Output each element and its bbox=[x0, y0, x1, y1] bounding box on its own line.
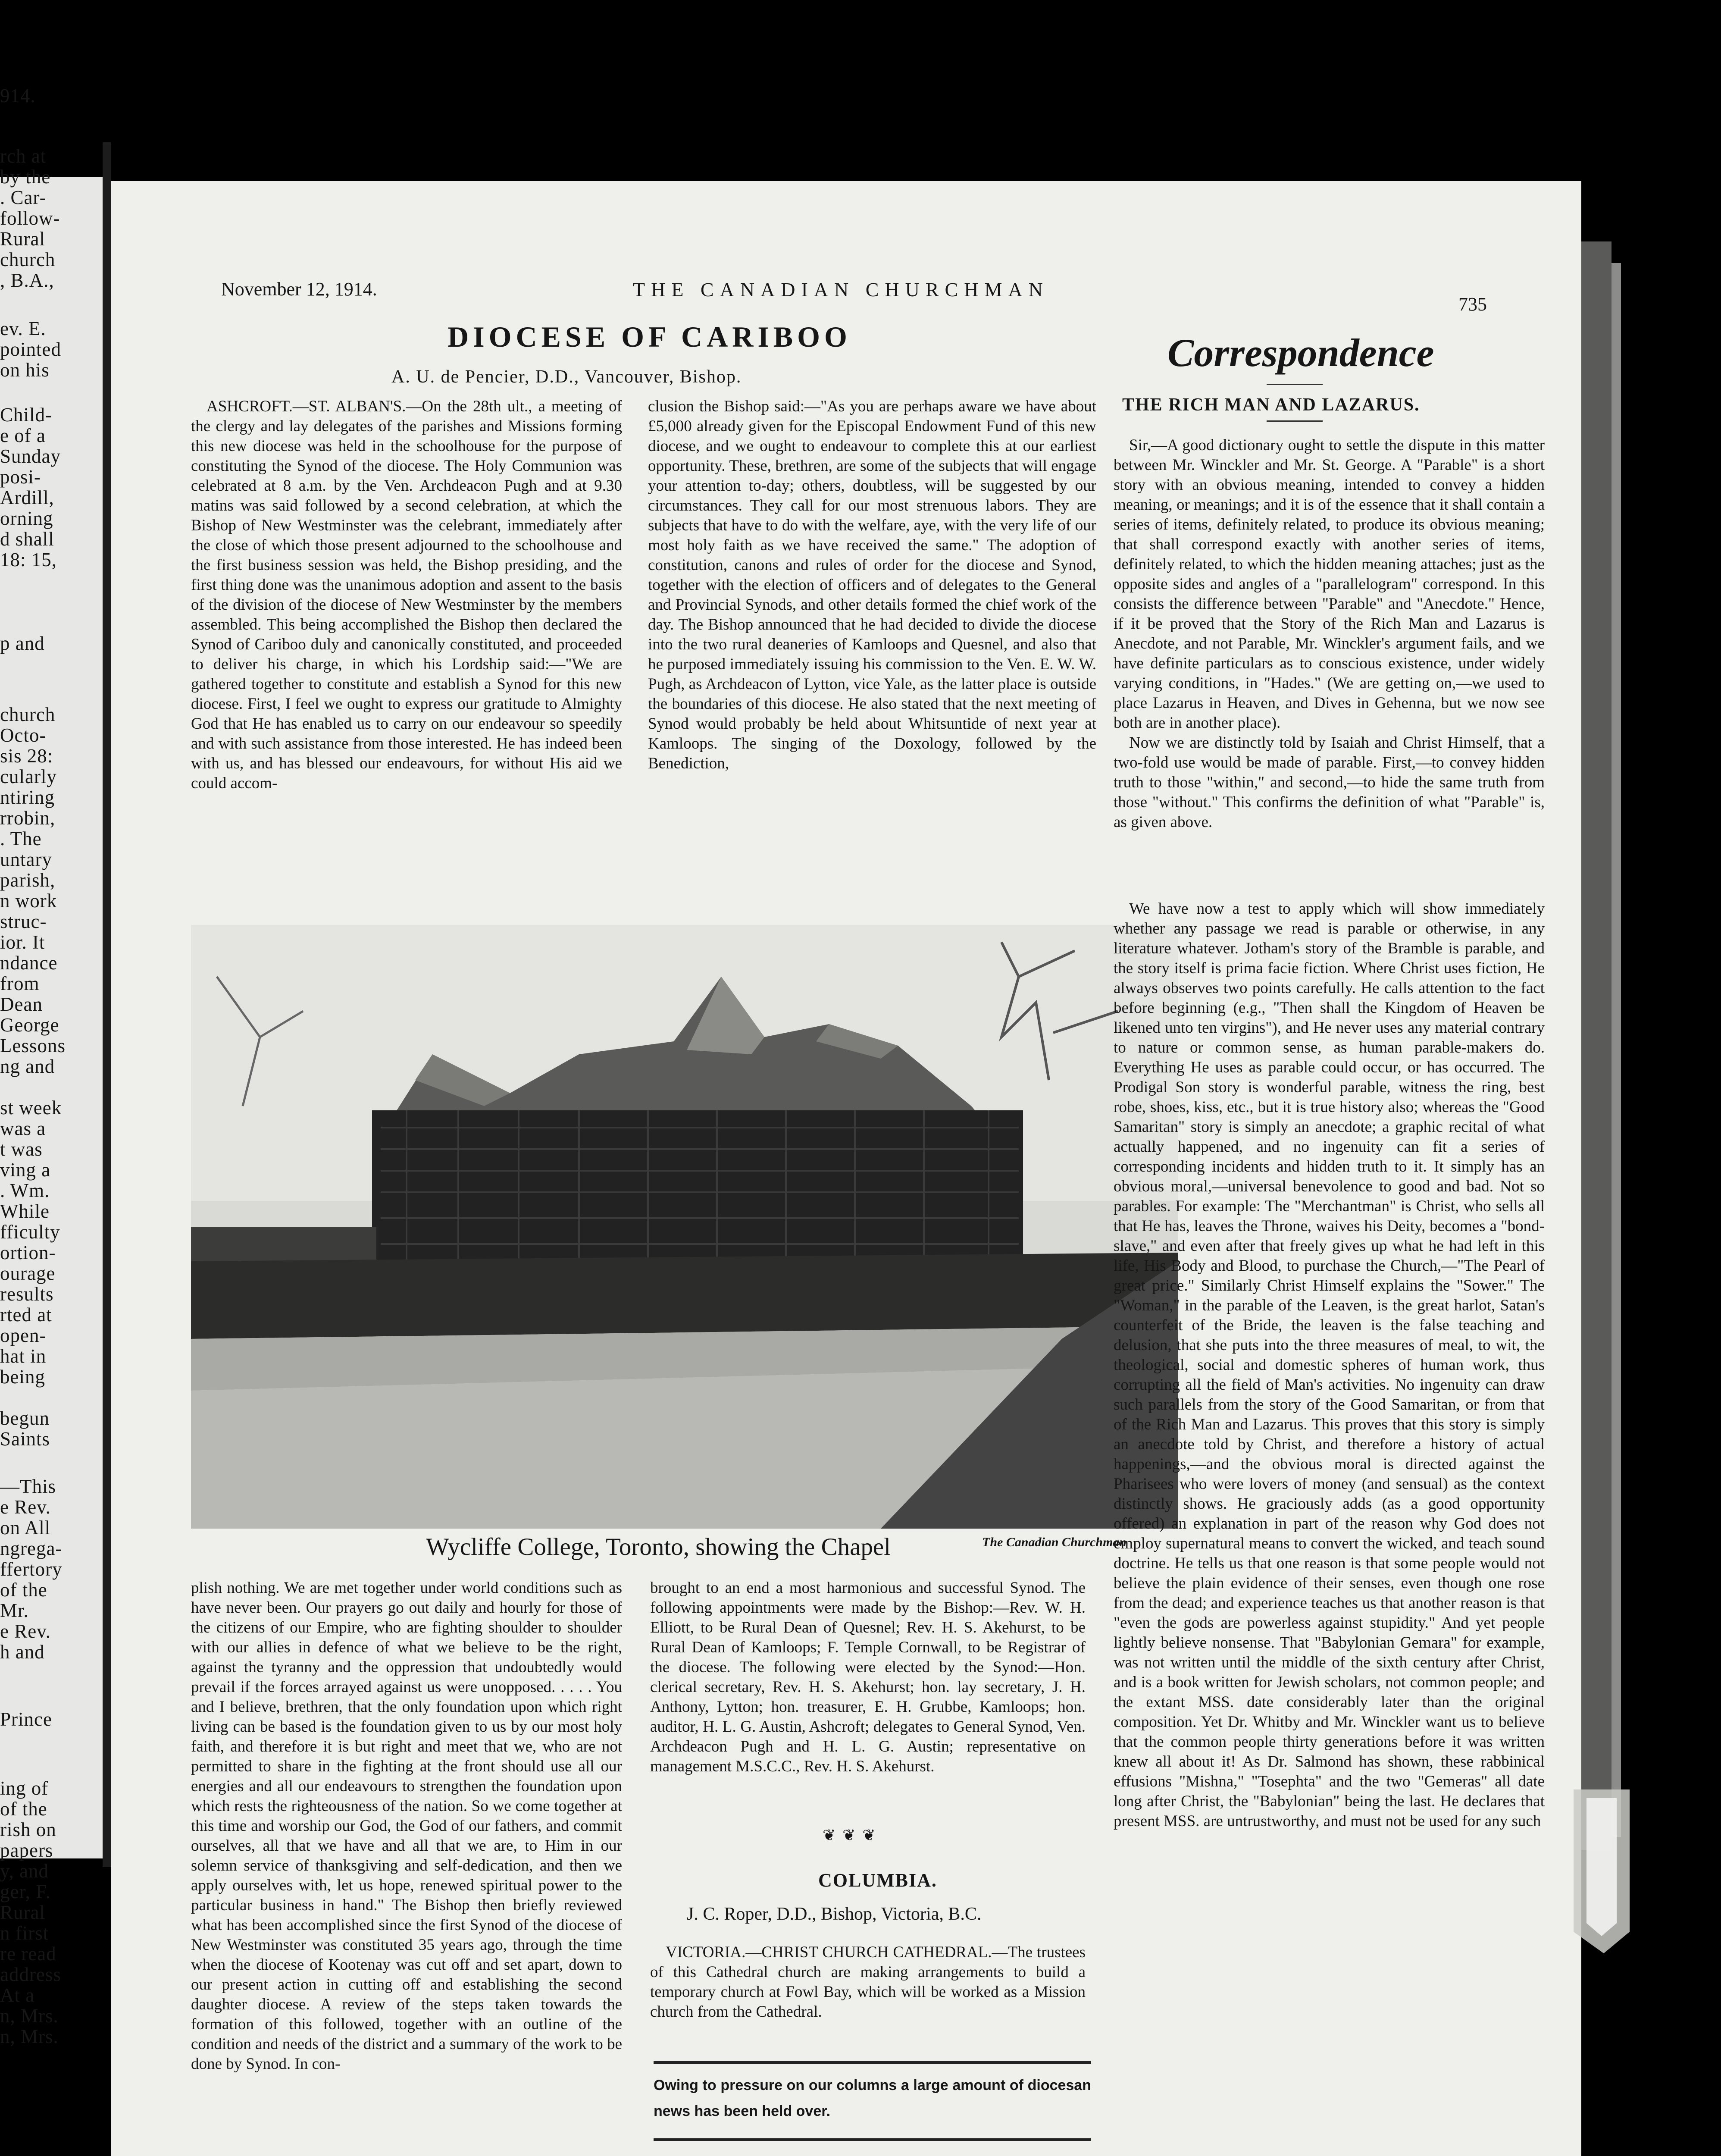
college-photo-image bbox=[191, 925, 1178, 1529]
facing-page-text-line: Lessons bbox=[0, 1035, 66, 1056]
facing-page-text-line: fficulty bbox=[0, 1221, 60, 1243]
facing-page-text-line: t was bbox=[0, 1138, 43, 1160]
letter-paragraph: Sir,—A good dictionary ought to settle the dispute in this matter between Mr. Winckler and Mr. St. George. A "Parable" is a short story with an obvious meaning, intended to convey a hidden meaning, or meanings; and it is of the essence that it shall contain a series of items, definitely related, to produce its obvious meaning; that shall correspond exactly with another series of items, definitely related, to which the hidden meaning attaches; just as the opposite sides and angles of a "parallelogram" correspond. In this consists the difference between "Parable" and "Anecdote." Hence, if it be proved that the Story of the Rich Man and Lazarus is Anecdote, and not Parable, Mr. Winckler's argument fails, and we have definite particulars as to conscious existence, under widely varying conditions, in "Hades." (We are getting on,—we used to place Lazarus in Heaven, and Dives in Gehenna, but we now see both are in another place). bbox=[1114, 436, 1545, 732]
facing-page-text-line: Prince bbox=[0, 1708, 52, 1730]
facing-page-text-line: papers bbox=[0, 1839, 53, 1861]
binder-clip bbox=[1543, 1789, 1647, 1953]
columbia-column bbox=[650, 1943, 1086, 2022]
columbia-paragraph: VICTORIA.—CHRIST CHURCH CATHEDRAL.—The trustees of this Cathedral church are making arrangements to build a temporary church at Fowl Bay, which will be worked as a Mission church from the Cathedral. bbox=[650, 1943, 1086, 2021]
facing-page-text-line: begun bbox=[0, 1407, 50, 1429]
photo-credit: The Canadian Churchman bbox=[982, 1535, 1127, 1549]
facing-page-text-line: from bbox=[0, 973, 40, 994]
facing-page-text-line: ndance bbox=[0, 952, 58, 974]
facing-page-text-line: church bbox=[0, 249, 56, 270]
facing-page-text-line: ior. It bbox=[0, 931, 45, 953]
cariboo-paragraph: clusion the Bishop said:—"As you are perhaps aware we have about £5,000 already given for the Episcopal Endowment Fund of this new diocese, and we ought to endeavour to complete this at our earliest opportunity. These, brethren, are some of the subjects that will engage your attention to-day; others, doubtless, will be suggested by our circumstances. They call for our most strenuous labors. They are subjects that have to do with the welfare, aye, with the very life of our most holy faith as we have received the same." The adoption of constitution, canons and rules of order for the diocese and Synod, together with the election of officers and of delegates to the General and Provincial Synods, and other details formed the chief work of the day. The Bishop announced that he had decided to divide the diocese into the two rural deaneries of Kamloops and Quesnel, and also that he purposed immediately issuing his commission to the Ven. E. W. W. Pugh, as Archdeacon of Lytton, vice Yale, as the latter place is outside the boundaries of this diocese. He also stated that the next meeting of Synod would probably be held about Whitsuntide of next year at Kamloops. The singing of the Doxology, followed by the Benediction, bbox=[648, 398, 1096, 772]
facing-page-text-line: rish on bbox=[0, 1819, 56, 1840]
facing-page-text-line: 914. bbox=[0, 85, 36, 107]
facing-page-text-line: . The bbox=[0, 828, 42, 849]
facing-page-text-line: d shall bbox=[0, 528, 54, 550]
facing-page-text-line: , B.A., bbox=[0, 270, 54, 291]
columbia-bishop-line: J. C. Roper, D.D., Bishop, Victoria, B.C. bbox=[687, 1904, 982, 1924]
correspondence-column-continued bbox=[1114, 899, 1545, 1831]
facing-page-text-line: At a bbox=[0, 1984, 35, 2006]
facing-page-text-line: e of a bbox=[0, 425, 46, 446]
facing-page-text-line: ev. E. bbox=[0, 318, 46, 339]
facing-page-text-line: address bbox=[0, 1964, 61, 1985]
facing-page-text-line: st week bbox=[0, 1097, 62, 1119]
facing-page-text-line: e Rev. bbox=[0, 1496, 51, 1518]
heading-rule bbox=[1267, 420, 1323, 422]
facing-page-text-line: ortion- bbox=[0, 1242, 56, 1263]
page-number: 735 bbox=[1458, 294, 1487, 315]
facing-page-text-line: Sunday bbox=[0, 445, 61, 467]
newspaper-page bbox=[111, 181, 1581, 2156]
wycliffe-college-photo bbox=[191, 925, 1178, 1529]
facing-page-text-line: While bbox=[0, 1200, 50, 1222]
facing-page-text-line: Rural bbox=[0, 228, 45, 250]
facing-page-text-line: ng and bbox=[0, 1056, 55, 1077]
facing-page-text-line: re read bbox=[0, 1943, 56, 1965]
facing-page-text-line: e Rev. bbox=[0, 1620, 51, 1642]
letter-paragraph: Now we are distinctly told by Isaiah and Christ Himself, that a two-fold use would be made of parable. First,—to convey hidden truth to those "within," and second,—to hide the same truth from those "without." This confirms the definition of what "Parable" is, as given above. bbox=[1114, 734, 1545, 831]
cariboo-paragraph: brought to an end a most harmonious and successful Synod. The following appointments were made by the Bishop:—Rev. W. H. Elliott, to be Rural Dean of Quesnel; Rev. H. S. Akehurst, to be Rural Dean of Kamloops; F. Temple Cornwall, to be Registrar of the diocese. The following were elected by the Synod:—Hon. clerical secretary, Rev. H. S. Akehurst; hon. lay secretary, J. H. Anthony, Lytton; hon. treasurer, E. H. Grubbe, Kamloops; hon. auditor, H. L. G. Austin, Ashcroft; delegates to General Synod, Ven. Archdeacon Pugh and H. L. G. Austin; representative on management M.S.C.C., Rev. H. S. Akehurst. bbox=[650, 1579, 1086, 1775]
facing-page-text-line: ourage bbox=[0, 1263, 56, 1284]
section-ornament: ❦❦❦ bbox=[823, 1827, 882, 1844]
heading-rule bbox=[1267, 384, 1323, 385]
facing-page-text-line: . Car- bbox=[0, 187, 47, 208]
facing-page-text-line: of the bbox=[0, 1798, 47, 1820]
facing-page-text-line: open- bbox=[0, 1325, 47, 1346]
facing-page-text-line: n first bbox=[0, 1922, 49, 1944]
facing-page-text-line: Ardill, bbox=[0, 487, 54, 508]
facing-page-text-line: —This bbox=[0, 1476, 56, 1497]
facing-page-text-line: George bbox=[0, 1014, 59, 1036]
facing-page-text-line: results bbox=[0, 1283, 54, 1305]
facing-page-text-line: Child- bbox=[0, 404, 53, 426]
correspondence-column-top bbox=[1114, 436, 1545, 832]
facing-page-text-line: y, and bbox=[0, 1860, 49, 1882]
facing-page-text-line: sis 28: bbox=[0, 745, 53, 767]
cariboo-column-1-bottom bbox=[191, 1578, 622, 2074]
photo-caption: Wycliffe College, Toronto, showing the Chapel bbox=[426, 1533, 891, 1561]
facing-page-text-line: of the bbox=[0, 1579, 47, 1601]
correspondence-heading: Correspondence bbox=[1167, 331, 1434, 375]
facing-page-text-line: pointed bbox=[0, 338, 61, 360]
facing-page-text-line: parish, bbox=[0, 869, 56, 891]
facing-page-fragment bbox=[0, 85, 103, 2047]
facing-page-text-line: hat in bbox=[0, 1345, 47, 1367]
facing-page-text-line: orning bbox=[0, 508, 53, 529]
facing-page-text-line: was a bbox=[0, 1118, 46, 1139]
facing-page-text-line: struc- bbox=[0, 911, 47, 932]
facing-page-text-line: 18: 15, bbox=[0, 549, 57, 570]
diocese-bishop-line: A. U. de Pencier, D.D., Vancouver, Bishop. bbox=[391, 367, 742, 387]
facing-page-text-line: Rural bbox=[0, 1902, 45, 1923]
facing-page-text-line: ger, F. bbox=[0, 1881, 51, 1902]
facing-page-text-line: Dean bbox=[0, 993, 43, 1015]
facing-page-text-line: untary bbox=[0, 849, 52, 870]
letter-title: THE RICH MAN AND LAZARUS. bbox=[1122, 395, 1420, 415]
cariboo-column-2-bottom bbox=[650, 1578, 1086, 1777]
diocese-heading: DIOCESE OF CARIBOO bbox=[447, 320, 851, 353]
facing-page-text-line: rch at bbox=[0, 145, 47, 167]
masthead-title: THE CANADIAN CHURCHMAN bbox=[633, 279, 1049, 301]
facing-page-text-line: on All bbox=[0, 1517, 51, 1539]
letter-paragraph: We have now a test to apply which will show immediately whether any passage we read is parable or otherwise, in any literature whatever. Jotham's story of the Bramble is parable, and the story itself is prima facie fiction. Where Christ uses fiction, He always observes two points carefully. He calls attention to the fact before beginning (e.g., "Then shall the Kingdom of Heaven be likened unto ten virgins"), and He never uses any material contrary to nature or common sense, as human parable-makers do. Everything He uses as parable could occur, or has occurred. The Prodigal Son story is wonderful parable, witness the ring, best robe, shoes, kiss, etc., but it is true history also; whereas the "Good Samaritan" story is simply an anecdote; a graphic recital of what actually happened, and no ingenuity can fit a series of corresponding incidents and hidden truth to it. It simply has an obvious moral,—universal benevolence to good and bad. Not so parables. For example: The "Merchantman" is Christ, who sells all that He has, leaves the Throne, waives his Deity, becomes a "bond-slave," and even after that freely gives up what he had left in this life, His Body and Blood, to purchase the Church,—"The Pearl of great price." Similarly Christ Himself explains the "Sower." The "Woman," in the parable of the Leaven, is the great harlot, Satan's counterfeit of the Bride, the leaven is the false teaching and delusion, that she puts into the three measures of meal, to wit, the theological, social and domestic spheres of human work, thus corrupting all the field of Man's activities. No ingenuity can draw such parallels from the story of the Good Samaritan, or from that of the Rich Man and Lazarus. This proves that this story is simply an anecdote told by Christ, and therefore a history of actual happenings,—and the obvious moral is directed against the Pharisees who were lovers of money (and sensual) as the context distinctly shows. He graciously adds (as a good opportunity offered) an explanation in part of the reason why God does not employ supernatural means to convert the wicked, and teach sound doctrine. He tells us that one reason is that some people would not believe the plain evidence of their senses, even though one rose from the dead; and experience teaches us that another reason is that "even the gods are powerless against stupidity." And yet people lightly believe nonsense. That "Babylonian Gemara" for example, was not written until the middle of the sixth century after Christ, and is a book written for Jewish scholars, not common people; and the extant MSS. date considerably later than the original composition. Yet Dr. Whitby and Mr. Winckler want us to believe that the common people thirty generations before it was written knew all about it! As Dr. Salmond has shown, these rabbinical effusions "Mishna," "Tosephta" and the two "Gemeras" all date long after Christ, the "Babylonian" being the last. He declares that present MSS. are untrustworthy, and must not be used for any such bbox=[1114, 900, 1545, 1830]
facing-page-text-line: ving a bbox=[0, 1159, 51, 1181]
facing-page-text-line: h and bbox=[0, 1641, 45, 1663]
facing-page-text-line: p and bbox=[0, 633, 45, 654]
facing-page-text-line: n, Mrs. bbox=[0, 2026, 59, 2047]
page-edge bbox=[1581, 241, 1611, 1850]
cariboo-column-1-top bbox=[191, 397, 622, 793]
page-edge bbox=[1611, 263, 1621, 1837]
facing-page-text-line: ntiring bbox=[0, 787, 55, 808]
facing-page-text-line: church bbox=[0, 704, 56, 725]
facing-page-text-line: Octo- bbox=[0, 724, 47, 746]
facing-page-text-line: cularly bbox=[0, 766, 57, 787]
facing-page-text-line: on his bbox=[0, 359, 50, 381]
facing-page-text-line: ing of bbox=[0, 1777, 49, 1799]
facing-page-text-line: being bbox=[0, 1366, 45, 1388]
columbia-heading: COLUMBIA. bbox=[818, 1870, 937, 1891]
facing-page-text-line: n work bbox=[0, 890, 57, 912]
facing-page-text-line: n, Mrs. bbox=[0, 2005, 59, 2027]
facing-page-text-line: . Wm. bbox=[0, 1180, 50, 1201]
facing-page-text-line: rted at bbox=[0, 1304, 52, 1326]
editorial-notice: Owing to pressure on our columns a large amount of diocesan news has been held over. bbox=[654, 2061, 1091, 2141]
facing-page-text-line: Mr. bbox=[0, 1600, 29, 1621]
facing-page-text-line: ngrega- bbox=[0, 1538, 63, 1559]
page-gutter bbox=[103, 142, 111, 1867]
facing-page-text-line: by the bbox=[0, 166, 51, 188]
issue-date: November 12, 1914. bbox=[221, 279, 377, 300]
cariboo-column-2-top bbox=[648, 397, 1096, 774]
facing-page-text-line: rrobin, bbox=[0, 807, 56, 829]
cariboo-paragraph: plish nothing. We are met together under world conditions such as have never been. Our prayers go out daily and hourly for those of the citizens of our Empire, who are fighting shoulder to shoulder with our allies in defence of what we believe to be the right, against the tyranny and the oppression that undoubtedly would prevail if the forces arrayed against us were unopposed. . . . . You and I believe, brethren, that the only foundation upon which right living can be based is the foundation given to us by our most holy faith, and therefore it is but right and meet that we, who are not permitted to share in the fighting at the front should use all our energies and all our endeavours to strengthen the foundation upon which rests the righteousness of the nation. So we come together at this time and worship our God, the God of our fathers, and commit ourselves, all that we have and all that we are, to Him in our solemn service of thanksgiving and self-dedication, and then we apply ourselves with, let us hope, renewed spiritual power to the particular business in hand." The Bishop then briefly reviewed what has been accomplished since the first Synod of the diocese of New Westminster was constituted 35 years ago, through the time when the diocese of Kootenay was cut off and set apart, down to our present action in cutting off and establishing the second daughter diocese. A review of the steps taken towards the formation of this followed, together with an outline of the condition and needs of the district and a summary of the work to be done by Synod. In con- bbox=[191, 1579, 622, 2073]
facing-page-text-line: Saints bbox=[0, 1428, 50, 1450]
cariboo-paragraph: ASHCROFT.—ST. ALBAN'S.—On the 28th ult., a meeting of the clergy and lay delegates of the parishes and Missions forming this new diocese was held in the schoolhouse for the purpose of constituting the Synod of the diocese. The Holy Communion was celebrated at 8 a.m. by the Ven. Archdeacon Pugh and at 9.30 matins was said followed by a second celebration, at which the Bishop of New Westminster was the celebrant, immediately after the close of which those present adjourned to the schoolhouse and the first business session was held, the Bishop presiding, and the first thing done was the unanimous adoption and assent to the basis of the division of the diocese of New Westminster by the members assembled. This being accomplished the Bishop then declared the Synod of Cariboo duly and canonically constituted, and proceeded to deliver his charge, in which his Lordship said:—"We are gathered together to constitute and establish a Synod for this new diocese. First, I feel we ought to express our gratitude to Almighty God that He has enabled us to carry on our endeavour so speedily and with such assistance from those interested. He has indeed been with us, and has blessed our endeavours, for without His aid we could accom- bbox=[191, 398, 622, 792]
facing-page-text-line: posi- bbox=[0, 466, 41, 488]
facing-page-text-line: follow- bbox=[0, 207, 60, 229]
facing-page-text-line: ffertory bbox=[0, 1558, 63, 1580]
